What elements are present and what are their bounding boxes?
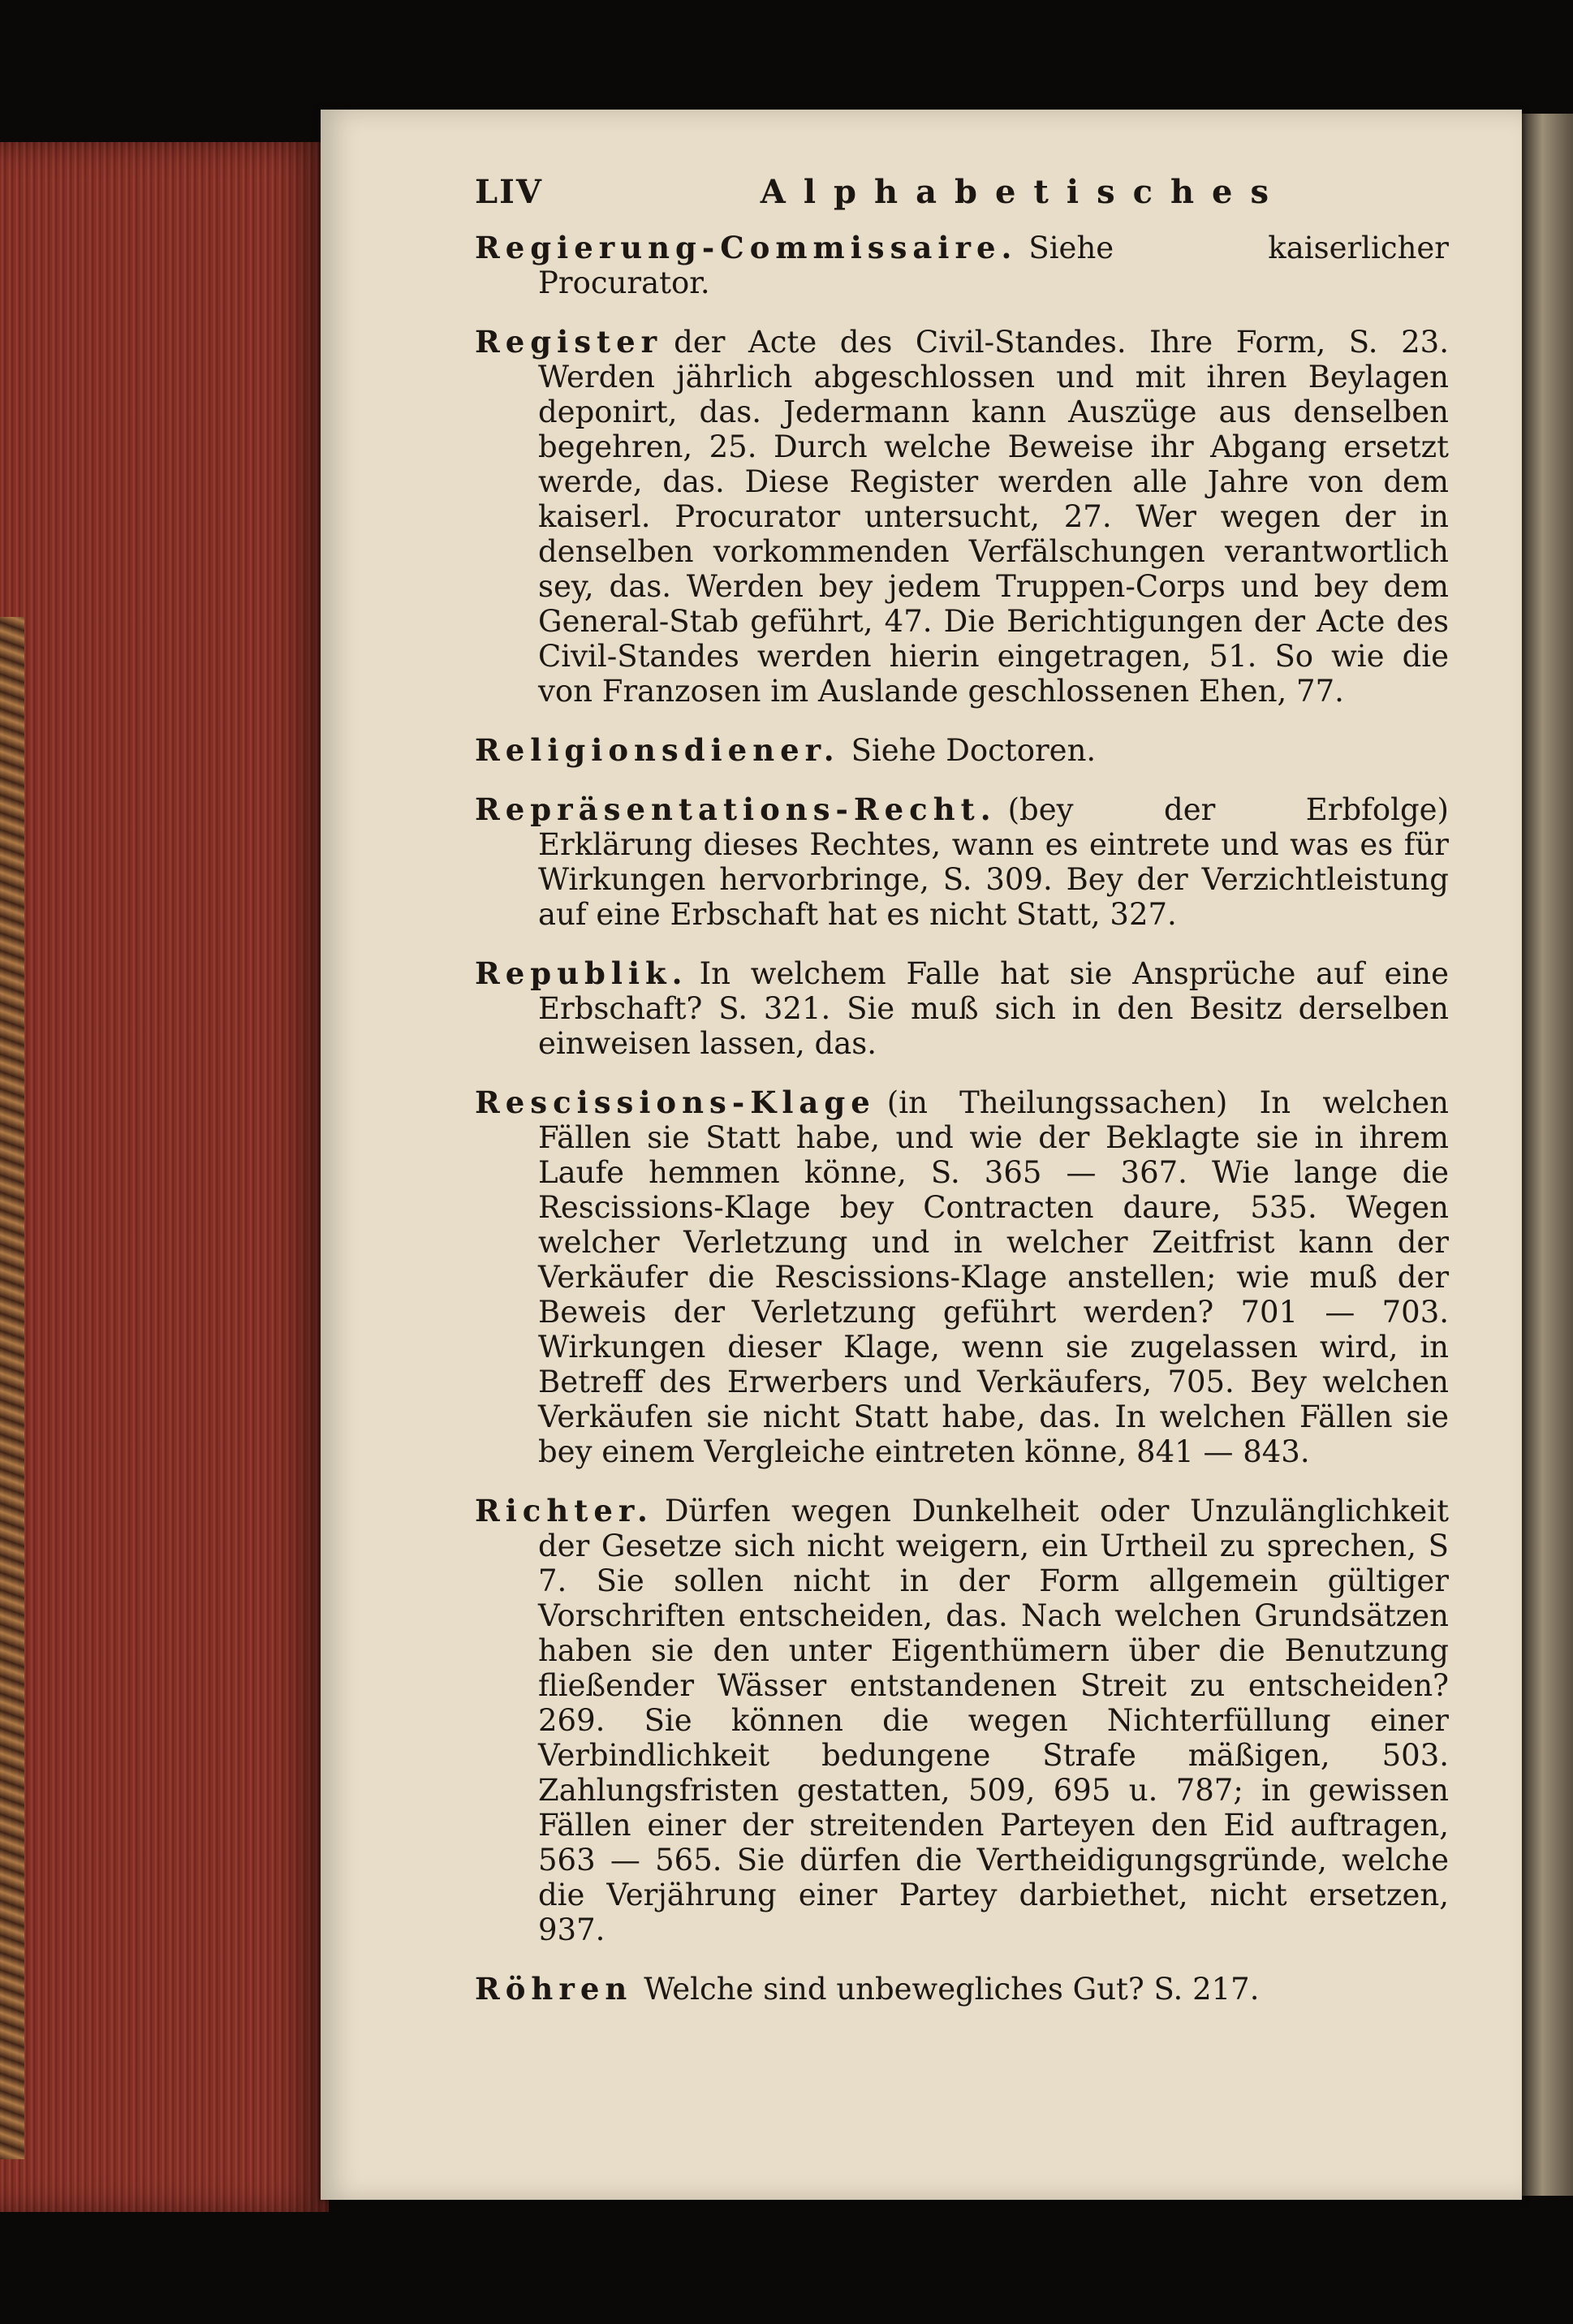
entry-body: Dürfen wegen Dunkelheit oder Unzulänglichkeit der Gesetze sich nicht weigern, ein Urtheil zu sprechen, S 7. Sie sollen nicht in der Form allgemein gültiger Vorschriften entscheiden, das. Nach welchen Grundsätzen haben sie den unter Eigenthümern über die Benutzung fließender Wässer entstandenen Streit zu entscheiden? 269. Sie können die wegen Nichterfüllung einer Verbindlichkeit bedungene Strafe mäßigen, 503. Zahlungsfristen gestatten, 509, 695 u. 787; in gewissen Fällen einer der streitenden Parteyen den Eid auftragen, 563 — 565. Sie dürfen die Vertheidigungsgründe, welche die Verjährung einer Partey darbiethet, nicht ersetzen, 937. bbox=[538, 1494, 1449, 1947]
marbled-cover bbox=[0, 617, 24, 2159]
entry-body: (bey der Erbfolge) Erklärung dieses Rechtes, wann es eintrete und was es für Wirkungen hervorbringe, S. 309. Bey der Verzichtleistung auf eine Erbschaft hat es nicht Statt, 327. bbox=[538, 792, 1449, 932]
entry-body: Siehe kaiserlicher Procurator. bbox=[538, 231, 1449, 300]
running-header bbox=[475, 175, 1449, 209]
entry-headword: Register bbox=[475, 324, 663, 360]
index-entry bbox=[475, 956, 1449, 1061]
page-number: LIV bbox=[475, 173, 543, 211]
entry-headword: Republik. bbox=[475, 955, 688, 991]
entry-headword: Rescissions-Klage bbox=[475, 1084, 876, 1120]
index-entry bbox=[475, 1085, 1449, 1469]
entry-headword: Regierung-Commissaire. bbox=[475, 230, 1018, 265]
entry-headword: Repräsentations-Recht. bbox=[475, 791, 997, 827]
book-page bbox=[321, 110, 1522, 2200]
next-page-edge bbox=[1522, 114, 1573, 2196]
index-entry bbox=[475, 792, 1449, 932]
page-block-edge bbox=[0, 142, 329, 2212]
page-text bbox=[475, 175, 1449, 2031]
entry-headword: Religionsdiener. bbox=[475, 732, 840, 768]
entry-body: der Acte des Civil-Standes. Ihre Form, S. 23. Werden jährlich abgeschlossen und mit ihren Beylagen deponirt, das. Jedermann kann Auszüge aus denselben begehren, 25. Durch welche Beweise ihr Abgang ersetzt werde, das. Diese Register werden alle Jahre von dem kaiserl. Procurator untersucht, 27. Wer wegen der in denselben vorkommenden Verfälschungen verantwortlich sey, das. Werden bey jedem Truppen-Corps und bey dem General-Stab geführt, 47. Die Berichtigungen der Acte des Civil-Standes werden hierin eingetragen, 51. So wie die von Franzosen im Auslande geschlossenen Ehen, 77. bbox=[538, 325, 1449, 709]
entry-body: In welchem Falle hat sie Ansprüche auf eine Erbschaft? S. 321. Sie muß sich in den Besitz derselben einweisen lassen, das. bbox=[538, 956, 1449, 1061]
index-entry bbox=[475, 325, 1449, 709]
entry-headword: Richter. bbox=[475, 1493, 653, 1528]
index-entry bbox=[475, 733, 1449, 768]
index-entry bbox=[475, 1494, 1449, 1947]
entry-body: Siehe Doctoren. bbox=[851, 733, 1097, 768]
entry-body: (in Theilungssachen) In welchen Fällen sie Statt habe, und wie der Beklagte sie in ihrem Laufe hemmen könne, S. 365 — 367. Wie lange die Rescissions-Klage bey Contracten daure, 535. Wegen welcher Verletzung und in welcher Zeitfrist kann der Verkäufer die Rescissions-Klage anstellen; wie muß der Beweis der Verletzung geführt werden? 701 — 703. Wirkungen dieser Klage, wenn sie zugelassen wird, in Betreff des Erwerbers und Verkäufers, 705. Bey welchen Verkäufen sie nicht Statt habe, das. In welchen Fällen sie bey einem Vergleiche eintreten könne, 841 — 843. bbox=[538, 1085, 1449, 1469]
index-entry bbox=[475, 1972, 1449, 2007]
running-title: Alphabetisches bbox=[760, 173, 1286, 211]
index-entry bbox=[475, 231, 1449, 300]
entry-headword: Röhren bbox=[475, 1971, 633, 2007]
entry-body: Welche sind unbewegliches Gut? S. 217. bbox=[644, 1972, 1260, 2007]
